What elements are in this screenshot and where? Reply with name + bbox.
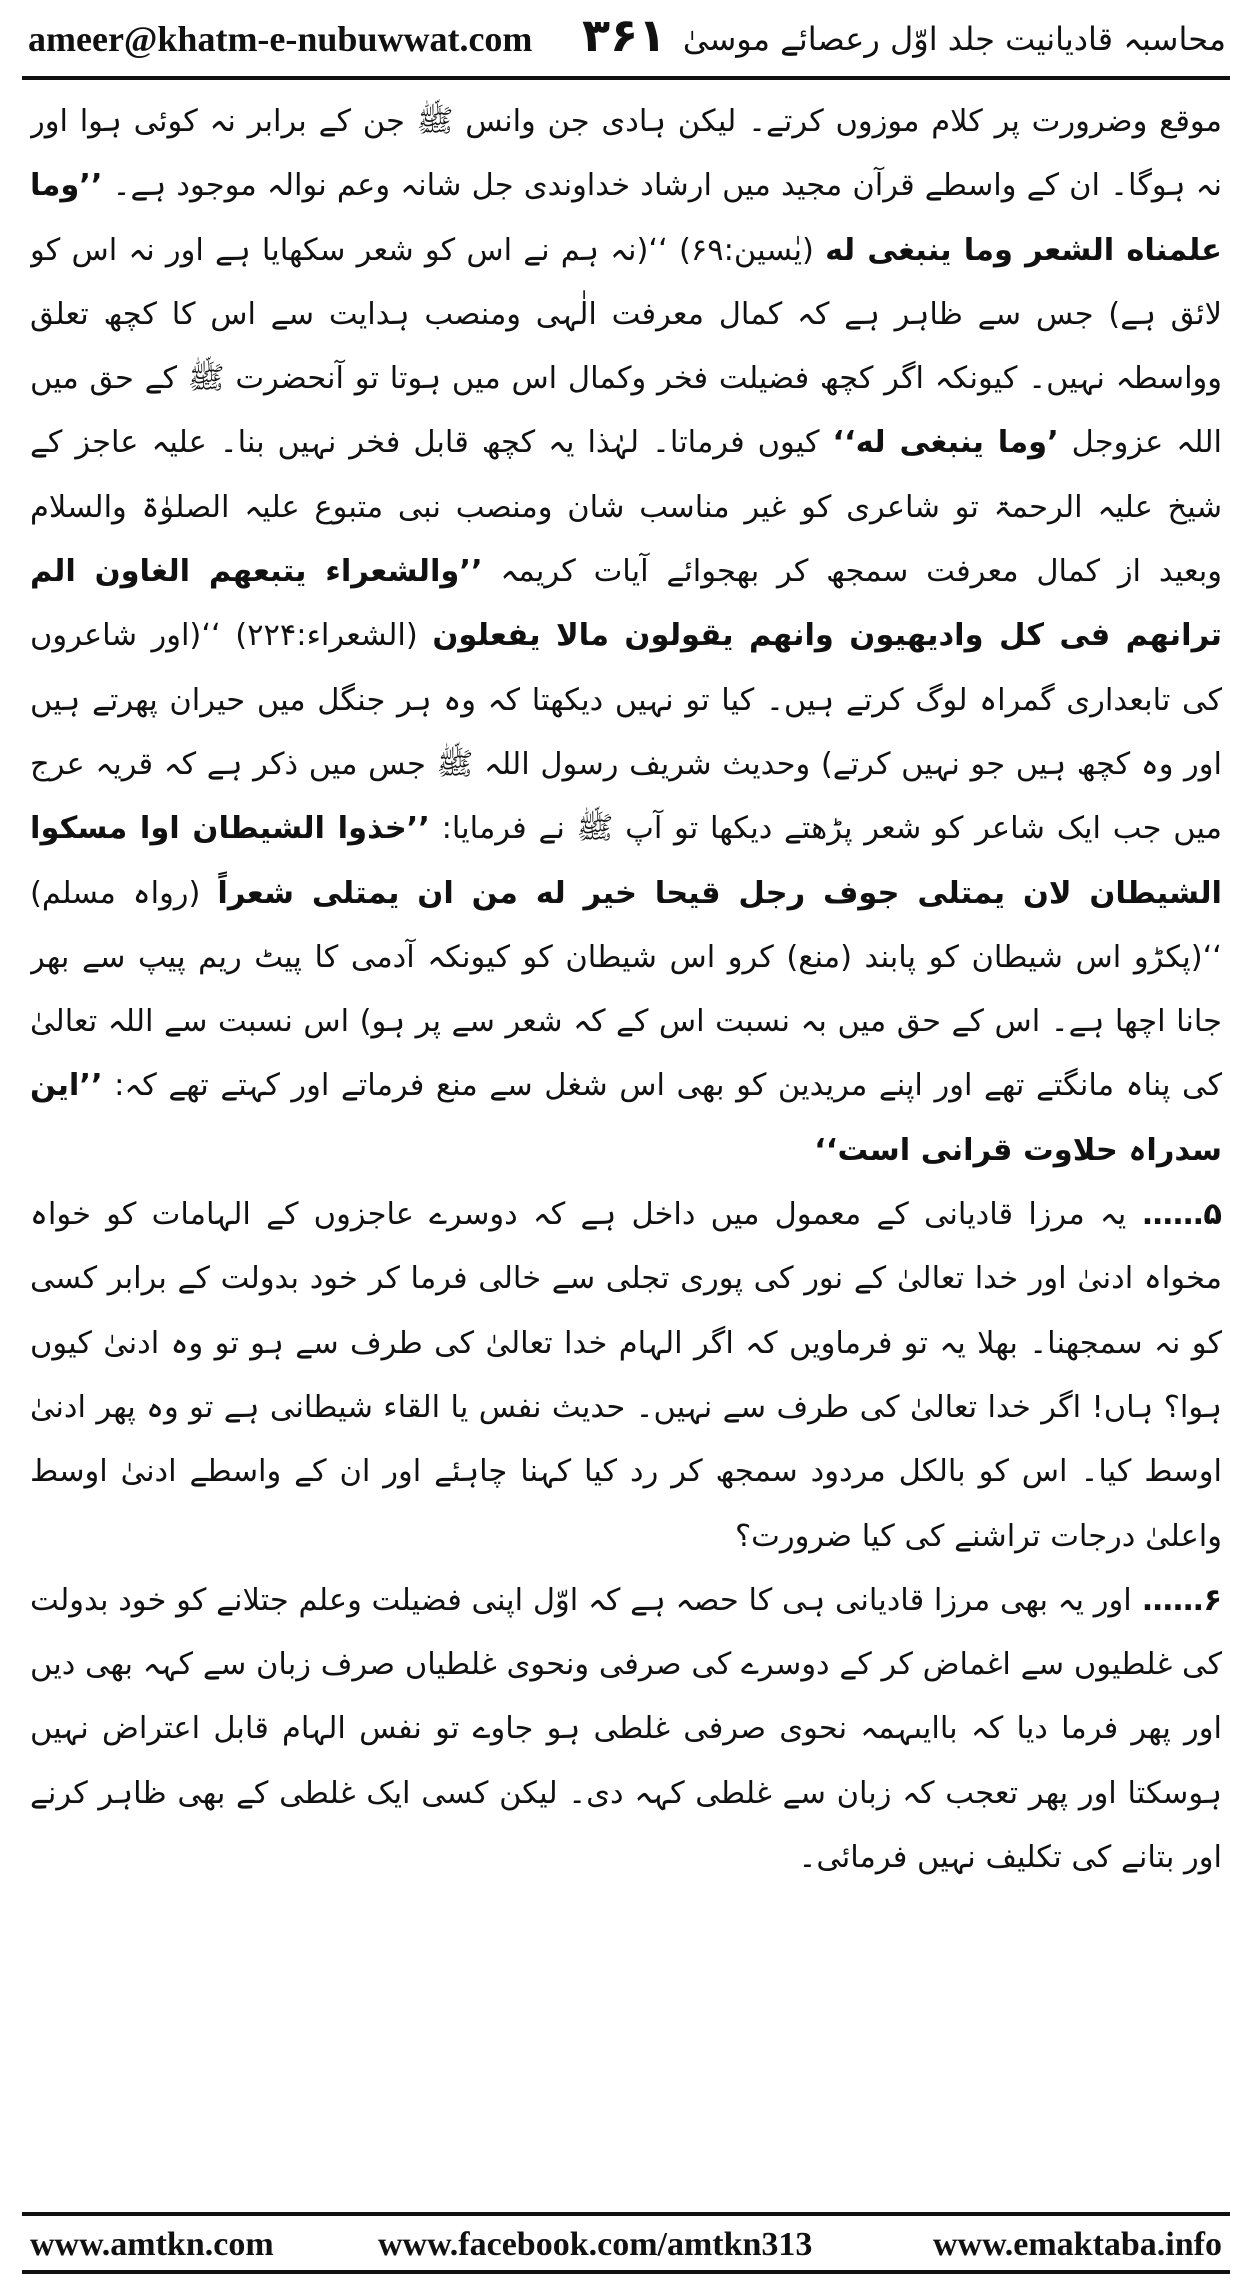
paragraph-1 xyxy=(30,90,1222,1183)
para2-text-b: ‘‘(پکڑو اس شیطان کو پابند (منع) کرو اس شیطان کو کیونکہ آدمی کا پیٹ ریم پیپ سے بھر جانا اچھا ہے۔ اس کے حق میں بہ نسبت اس کے کہ شعر سے پر ہو) اس نسبت سے اللہ تعالیٰ کی پناہ مانگتے تھے اور اپنے مریدین کو بھی اس شغل سے منع فرماتے اور کہتے تھے کہ: xyxy=(30,939,1222,1104)
page-body xyxy=(30,90,1222,2210)
footer-link-emaktaba[interactable]: www.emaktaba.info xyxy=(932,2226,1222,2263)
item-number-6: ۶…… xyxy=(1131,1582,1222,1618)
page-footer xyxy=(22,2226,1230,2270)
para6-text: اور یہ بھی مرزا قادیانی ہی کا حصہ ہے کہ اوّل اپنی فضیلت وعلم جتلانے کو خود بدولت کی غلطیوں سے اغماض کر کے دوسرے کی صرفی ونحوی غلطیاں صرف زبان سے کہہ بھی دیں اور پھر فرما دیا کہ باایںہمہ نحوی صرفی غلطی ہو جاوے تو نفس الہام قابل اعتراض نہیں ہوسکتا اور پھر تعجب کہ زبان سے غلطی کہہ دی۔ لیکن کسی ایک غلطی کے بھی ظاہر کرنے اور بتانے کی تکلیف نہیں فرمائی۔ xyxy=(30,1582,1222,1876)
page-number: ۳۶۱ xyxy=(582,8,667,62)
item-number-5: ۵…… xyxy=(1126,1197,1222,1233)
quran-quote-1: ’’وما علمناه الشعر وما ينبغى له xyxy=(30,168,1222,268)
header-rule xyxy=(22,76,1230,80)
hadith-ref: (رواہ مسلم) xyxy=(30,875,201,911)
footer-rule-bottom xyxy=(22,2270,1230,2274)
para5-text: یہ مرزا قادیانی کے معمول میں داخل ہے کہ دوسرے عاجزوں کے الہامات کو خواہ مخواہ ادنیٰ اور خدا تعالیٰ کے نور کی پوری تجلی سے خالی فرما کر خود بدولت کے برابر کسی کو نہ سمجھنا۔ بھلا یہ تو فرماویں کہ اگر الہام خدا تعالیٰ کی طرف سے ہو تو وہ ادنیٰ کیوں ہوا؟ ہاں! اگر خدا تعالیٰ کی طرف سے نہیں۔ حدیث نفس یا القاء شیطانی ہے تو وہ پھر ادنیٰ اوسط کیا۔ اس کو بالکل مردود سمجھ کر رد کیا کہنا چاہئے اور ان کے واسطے ادنیٰ اوسط واعلیٰ درجات تراشنے کی کیا ضرورت؟ xyxy=(30,1197,1222,1554)
quran-quote-2: ’وما ينبغى له‘‘ xyxy=(832,425,1059,461)
quran-ref-1: (یٰسین:۶۹) xyxy=(678,232,814,268)
page-header xyxy=(22,8,1230,72)
header-email: ameer@khatm-e-nubuwwat.com xyxy=(28,19,533,59)
quran-ref-2: (الشعراء:۲۲۴) xyxy=(235,618,418,654)
footer-rule-top xyxy=(22,2212,1230,2216)
hadith-quote: ’’خذوا الشيطان اوا مسكوا الشيطان لان يمتلى جوف رجل قيحا خير له من ان يمتلى شعراً xyxy=(30,811,1222,911)
paragraph-5 xyxy=(30,1183,1222,1569)
footer-link-facebook[interactable]: www.facebook.com/amtkn313 xyxy=(378,2226,813,2263)
quran-quote-3: ’’والشعراء يتبعهم الغاون الم ترانهم فى كل واديهيون وانهم يقولون مالا يفعلون xyxy=(30,554,1222,654)
paragraph-6 xyxy=(30,1569,1222,1890)
para2-text: ‘‘(اور شاعروں کی تابعداری گمراہ لوگ کرتے ہیں۔ کیا تو نہیں دیکھتا کہ وہ ہر جنگل میں حیران پھرتے ہیں اور وہ کچھ ہیں جو نہیں کرتے) وحدیث شریف رسول اللہ ﷺ جس میں ذکر ہے کہ قریہ عرج میں جب ایک شاعر کو شعر پڑھتے دیکھا تو آپ ﷺ نے فرمایا: xyxy=(30,618,1222,847)
para1-text-b: ‘‘(نہ ہم نے اس کو شعر سکھایا ہے اور نہ اس کو لائق ہے) جس سے ظاہر ہے کہ کمال معرفت الٰہی ومنصب ہدایت سے اس کا کچھ تعلق وواسطہ نہیں۔ کیونکہ اگر کچھ فضیلت فخر وکمال اس میں ہوتا تو آنحضرت ﷺ کے حق میں اللہ عزوجل xyxy=(30,232,1222,461)
para1-text: موقع وضرورت پر کلام موزوں کرتے۔ لیکن ہادی جن وانس ﷺ جن کے برابر نہ کوئی ہوا اور نہ ہوگا۔ ان کے واسطے قرآن مجید میں ارشاد خداوندی جل شانہ وعم نوالہ موجود ہے۔ xyxy=(30,104,1222,204)
footer-link-amtkn[interactable]: www.amtkn.com xyxy=(30,2226,274,2263)
para1-text-c: کیوں فرماتا۔ لہٰذا یہ کچھ قابل فخر نہیں بنا۔ علیہ عاجز کے شیخ علیہ الرحمۃ تو شاعری کو غیر مناسب شان ومنصب نبی متبوع علیہ الصلوٰۃ والسلام وبعید از کمال معرفت سمجھ کر بھجوائے آیات کریمہ xyxy=(30,425,1222,590)
book-title: محاسبہ قادیانیت جلد اوّل رعصائے موسیٰ xyxy=(682,20,1226,58)
persian-quote: ’’این سدراہ حلاوت قرانی است‘‘ xyxy=(30,1068,1222,1168)
